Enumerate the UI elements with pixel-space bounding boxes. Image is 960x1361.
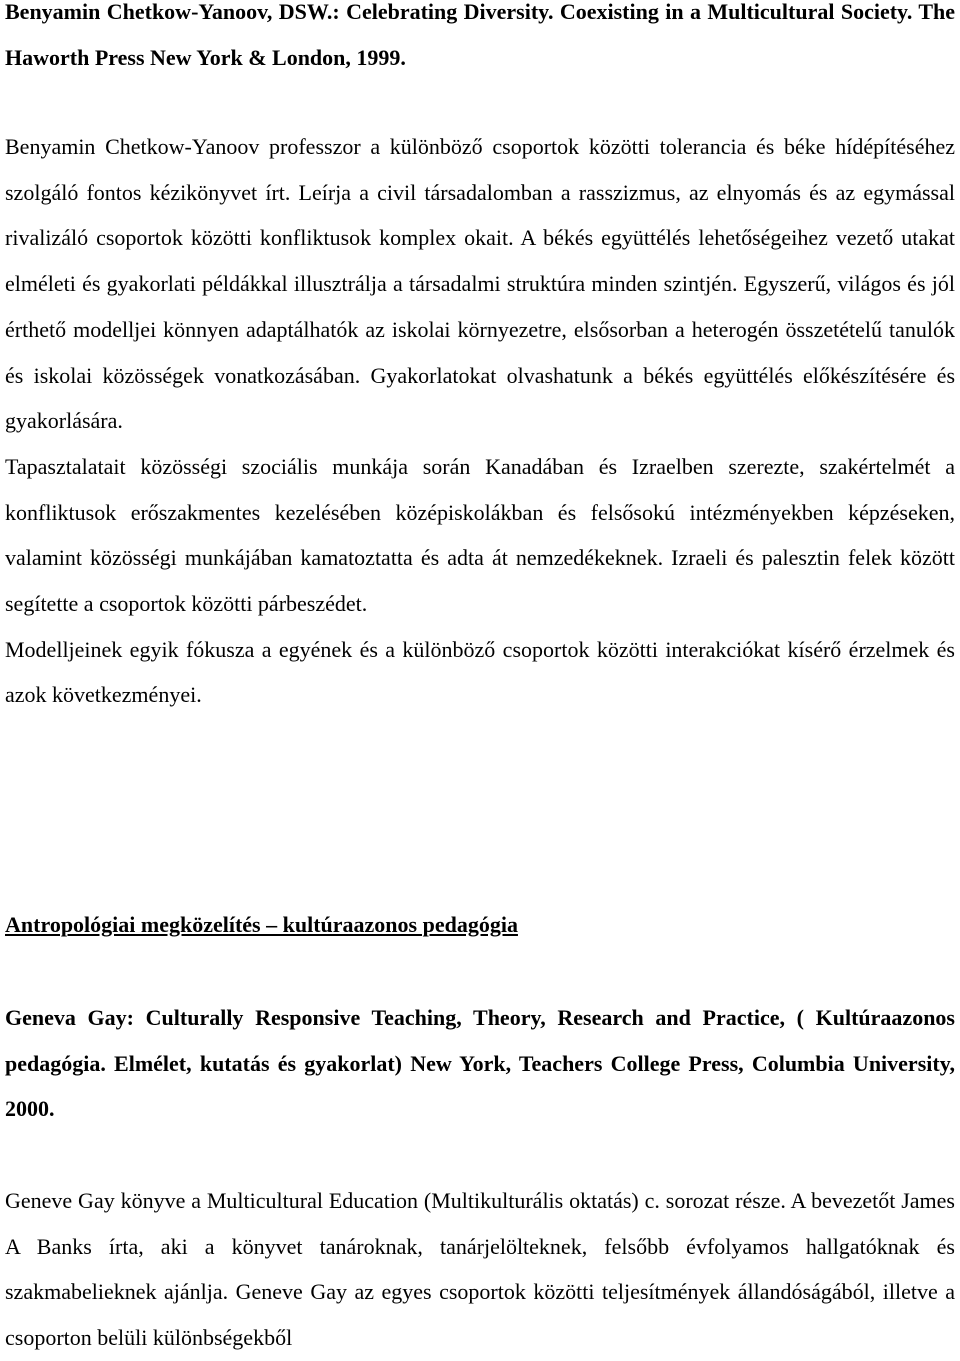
section-heading: Antropológiai megközelítés – kultúraazonos pedagógia [5, 912, 518, 937]
reference-citation-2: Geneva Gay: Culturally Responsive Teaching, Theory, Research and Practice, ( Kultúraazonos pedagógia. Elmélet, kutatás és gyakorlat) New York, Teachers College Press, Columbia University, 2000. [5, 1005, 955, 1122]
paragraph-models: Modelljeinek egyik fókusza a egyének és a különböző csoportok közötti interakciókat kísérő érzelmek és azok következményei. [5, 636, 955, 708]
body-section-2 [5, 1178, 955, 1361]
reference-citation-1: Benyamin Chetkow-Yanoov, DSW.: Celebrating Diversity. Coexisting in a Multicultural Society. The Haworth Press New York & London, 1999. [5, 0, 955, 70]
body-section-1 [5, 124, 955, 718]
paragraph-intro: Benyamin Chetkow-Yanoov professzor a különböző csoportok közötti tolerancia és béke hídépítéséhez szolgáló fontos kézikönyvet írt. Leírja a civil társadalomban a rasszizmus, az elnyomás és az egymással rivalizáló csoportok közötti konfliktusok komplex okait. A békés együttélés lehetőségeihez vezető utakat elméleti és gyakorlati példákkal illusztrálja a társadalmi struktúra minden szintjén. Egyszerű, világos és jól érthető modelljei könnyen adaptálhatók az iskolai környezetre, elsősorban a heterogén összetételű tanulók és iskolai közösségek vonatkozásában. Gyakorlatokat olvashatunk a békés együttélés előkészítésére és gyakorlására. [5, 134, 955, 434]
paragraph-gay-book: Geneve Gay könyve a Multicultural Education (Multikulturális oktatás) c. sorozat része. A bevezetőt James A Banks írta, aki a könyvet tanároknak, tanárjelölteknek, felsőbb évfolyamos hallgatóknak és szakmabelieknek ajánlja. Geneve Gay az egyes csoportok közötti teljesítmények állandóságából, illetve a csoporton belüli különbségekből [5, 1188, 955, 1351]
paragraph-experience: Tapasztalatait közösségi szociális munkája során Kanadában és Izraelben szerezte, szakértelmét a konfliktusok erőszakmentes kezelésében középiskolákban és felsősokú intézményekben képzéseken, valamint közösségi munkájában kamatoztatta és adta át nemzedékeknek. Izraeli és palesztin felek között segítette a csoportok közötti párbeszédet. [5, 453, 955, 617]
